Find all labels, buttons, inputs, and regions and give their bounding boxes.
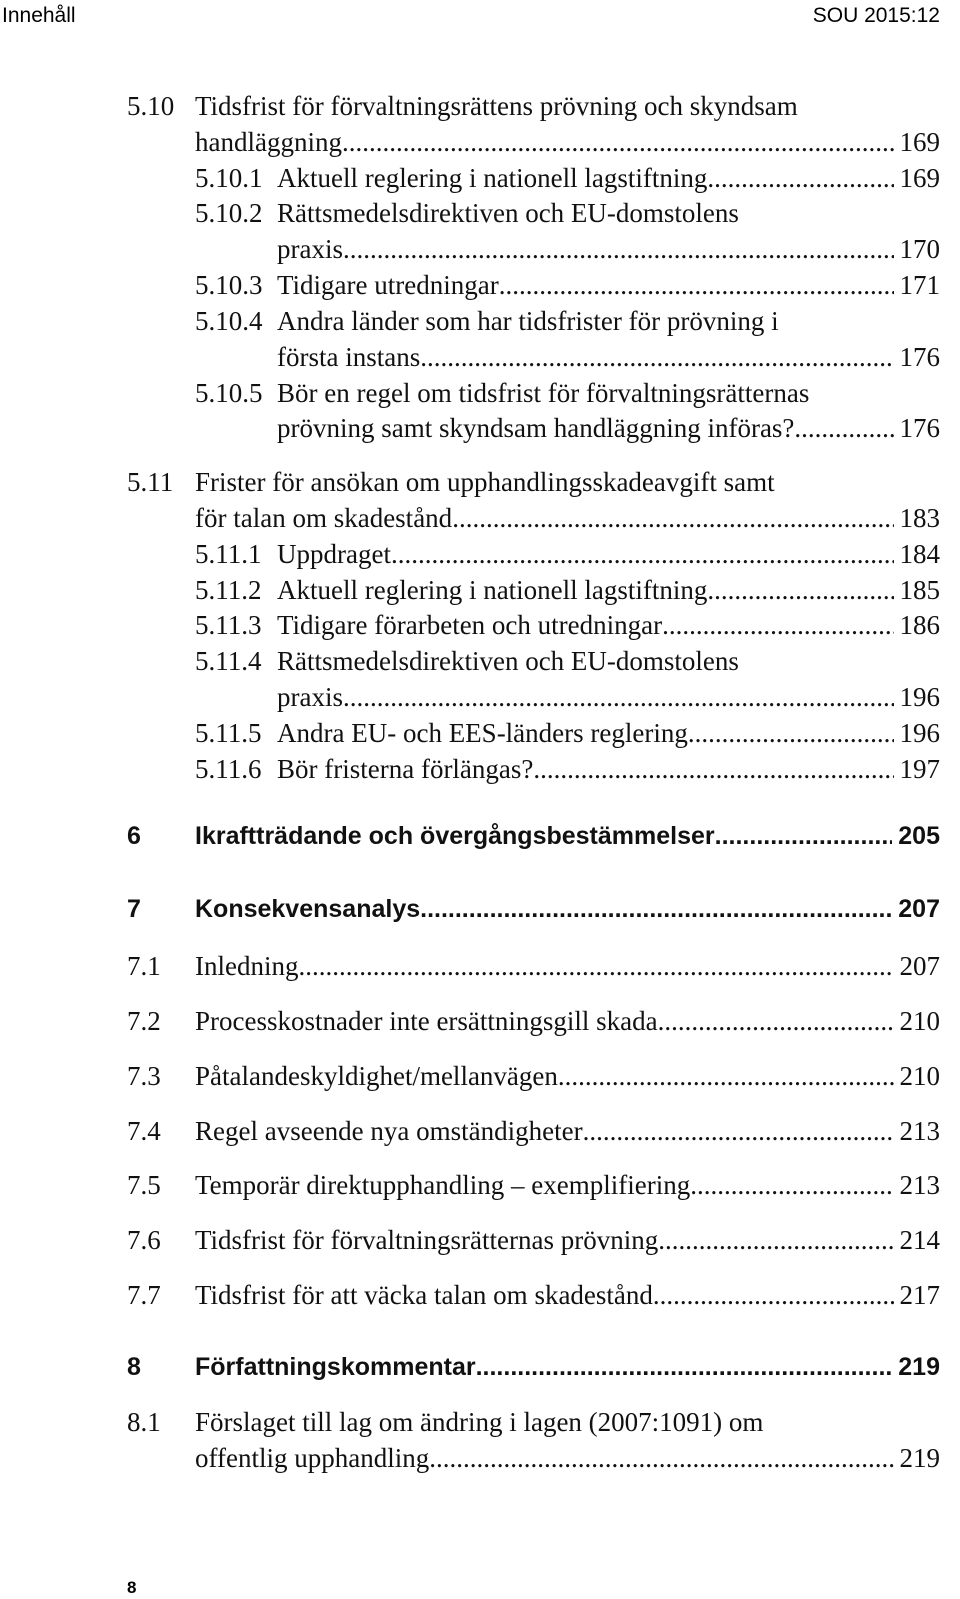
toc-leader bbox=[342, 127, 894, 158]
toc-title-cont: första instans bbox=[277, 342, 421, 372]
toc-leader bbox=[343, 682, 894, 713]
toc-title: Konsekvensanalys bbox=[195, 895, 421, 923]
toc-title: Rättsmedelsdirektiven och EU-domstolens bbox=[277, 198, 739, 228]
toc-page: 171 bbox=[899, 270, 940, 300]
toc-leader bbox=[794, 413, 893, 444]
toc-page: 183 bbox=[899, 503, 940, 533]
toc-number: 5.11.6 bbox=[195, 754, 262, 784]
toc-number: 8.1 bbox=[127, 1407, 161, 1437]
toc-title: Inledning bbox=[195, 951, 299, 981]
toc-title: Ikraftträdande och övergångsbestämmelser bbox=[195, 822, 715, 850]
toc-page: 196 bbox=[899, 682, 940, 712]
toc-number: 5.11.3 bbox=[195, 610, 262, 640]
toc-title-cont: praxis bbox=[277, 234, 343, 264]
toc-number: 7.2 bbox=[127, 1006, 161, 1036]
toc-number: 5.11.1 bbox=[195, 539, 262, 569]
toc-leader bbox=[662, 610, 893, 641]
toc-number: 7.1 bbox=[127, 951, 161, 981]
toc-title-cont: handläggning bbox=[195, 127, 342, 157]
toc-leader bbox=[429, 1443, 893, 1474]
toc-title: Förslaget till lag om ändring i lagen (2007:1091) om bbox=[195, 1407, 764, 1437]
toc-page: 219 bbox=[899, 1443, 940, 1473]
toc-leader bbox=[476, 1353, 893, 1382]
toc-leader bbox=[391, 539, 894, 570]
toc-number: 7.7 bbox=[127, 1280, 161, 1310]
toc-number: 7.3 bbox=[127, 1061, 161, 1091]
toc-number: 7.6 bbox=[127, 1225, 161, 1255]
toc-page: 186 bbox=[899, 610, 940, 640]
toc-number: 7 bbox=[127, 895, 141, 923]
toc-number: 6 bbox=[127, 822, 141, 850]
toc-leader bbox=[420, 342, 893, 373]
toc-title: Frister för ansökan om upphandlingsskadeavgift samt bbox=[195, 467, 775, 497]
toc-leader bbox=[707, 575, 893, 606]
toc-title: Andra EU- och EES-länders reglering bbox=[277, 718, 688, 748]
toc-number: 5.11 bbox=[127, 467, 174, 497]
toc-page: 176 bbox=[899, 413, 940, 443]
toc-leader bbox=[558, 1061, 894, 1092]
toc-title-cont: praxis bbox=[277, 682, 343, 712]
toc-title: Andra länder som har tidsfrister för prövning i bbox=[277, 306, 779, 336]
toc-title: Processkostnader inte ersättningsgill skada bbox=[195, 1006, 658, 1036]
toc-number: 5.11.2 bbox=[195, 575, 262, 605]
toc-leader bbox=[707, 163, 893, 194]
toc-leader bbox=[343, 234, 894, 265]
toc-page: 210 bbox=[899, 1006, 940, 1036]
toc-page: 210 bbox=[899, 1061, 940, 1091]
toc-title: Bör en regel om tidsfrist för förvaltningsrätternas bbox=[277, 378, 810, 408]
toc-title: Tidsfrist för att väcka talan om skadestånd bbox=[195, 1280, 653, 1310]
toc-number: 5.11.5 bbox=[195, 718, 262, 748]
toc-title: Uppdraget bbox=[277, 539, 391, 569]
toc-page: 207 bbox=[899, 951, 940, 981]
toc-page: 196 bbox=[899, 718, 940, 748]
toc-page: 176 bbox=[899, 342, 940, 372]
toc-title-cont: för talan om skadestånd bbox=[195, 503, 453, 533]
toc-title: Rättsmedelsdirektiven och EU-domstolens bbox=[277, 646, 739, 676]
toc-number: 5.10.1 bbox=[195, 163, 263, 193]
toc-page: 205 bbox=[898, 822, 940, 850]
toc-title: Tidigare förarbeten och utredningar bbox=[277, 610, 663, 640]
running-header-left: Innehåll bbox=[2, 4, 76, 27]
toc-page: 169 bbox=[899, 127, 940, 157]
toc-page: 219 bbox=[898, 1353, 940, 1381]
toc-page: 214 bbox=[899, 1225, 940, 1255]
toc-number: 5.10.5 bbox=[195, 378, 263, 408]
toc-leader bbox=[690, 1170, 893, 1201]
toc-title: Författningskommentar bbox=[195, 1353, 476, 1381]
toc-leader bbox=[688, 718, 894, 749]
toc-number: 8 bbox=[127, 1353, 141, 1381]
toc-title: Regel avseende nya omständigheter bbox=[195, 1116, 583, 1146]
toc-page: 170 bbox=[899, 234, 940, 264]
toc-number: 5.10.4 bbox=[195, 306, 263, 336]
toc-page: 217 bbox=[899, 1280, 940, 1310]
toc-leader bbox=[653, 1280, 894, 1311]
toc-page: 185 bbox=[899, 575, 940, 605]
toc-leader bbox=[658, 1225, 893, 1256]
toc-title: Temporär direktupphandling – exemplifiering bbox=[195, 1170, 691, 1200]
toc-title: Aktuell reglering i nationell lagstiftning bbox=[277, 163, 708, 193]
toc-leader bbox=[583, 1116, 894, 1147]
toc-page: 207 bbox=[898, 895, 940, 923]
toc-title-cont: prövning samt skyndsam handläggning införas? bbox=[277, 413, 795, 443]
toc-leader bbox=[420, 895, 892, 924]
toc-page: 184 bbox=[899, 539, 940, 569]
toc-title: Tidsfrist för förvaltningsrätternas prövning bbox=[195, 1225, 659, 1255]
toc-page: 197 bbox=[899, 754, 940, 784]
toc-leader bbox=[533, 754, 893, 785]
toc-title: Tidigare utredningar bbox=[277, 270, 499, 300]
toc-leader bbox=[658, 1006, 894, 1037]
toc-title-cont: offentlig upphandling bbox=[195, 1443, 430, 1473]
toc-page: 169 bbox=[899, 163, 940, 193]
page-number: 8 bbox=[127, 1578, 137, 1597]
toc-title: Tidsfrist för förvaltningsrättens prövning och skyndsam bbox=[195, 91, 798, 121]
toc-leader bbox=[452, 503, 893, 534]
toc-leader bbox=[715, 822, 893, 851]
toc-title: Påtalandeskyldighet/mellanvägen bbox=[195, 1061, 558, 1091]
toc-page: 213 bbox=[899, 1116, 940, 1146]
toc-number: 7.5 bbox=[127, 1170, 161, 1200]
toc-number: 5.10.2 bbox=[195, 198, 263, 228]
toc-title: Bör fristerna förlängas? bbox=[277, 754, 534, 784]
toc-title: Aktuell reglering i nationell lagstiftning bbox=[277, 575, 708, 605]
toc-leader bbox=[499, 270, 894, 301]
toc-page: 213 bbox=[899, 1170, 940, 1200]
toc-number: 5.10.3 bbox=[195, 270, 263, 300]
toc-number: 5.10 bbox=[127, 91, 175, 121]
toc-number: 5.11.4 bbox=[195, 646, 262, 676]
toc-leader bbox=[298, 951, 893, 982]
running-header-right: SOU 2015:12 bbox=[812, 4, 940, 27]
toc-number: 7.4 bbox=[127, 1116, 161, 1146]
